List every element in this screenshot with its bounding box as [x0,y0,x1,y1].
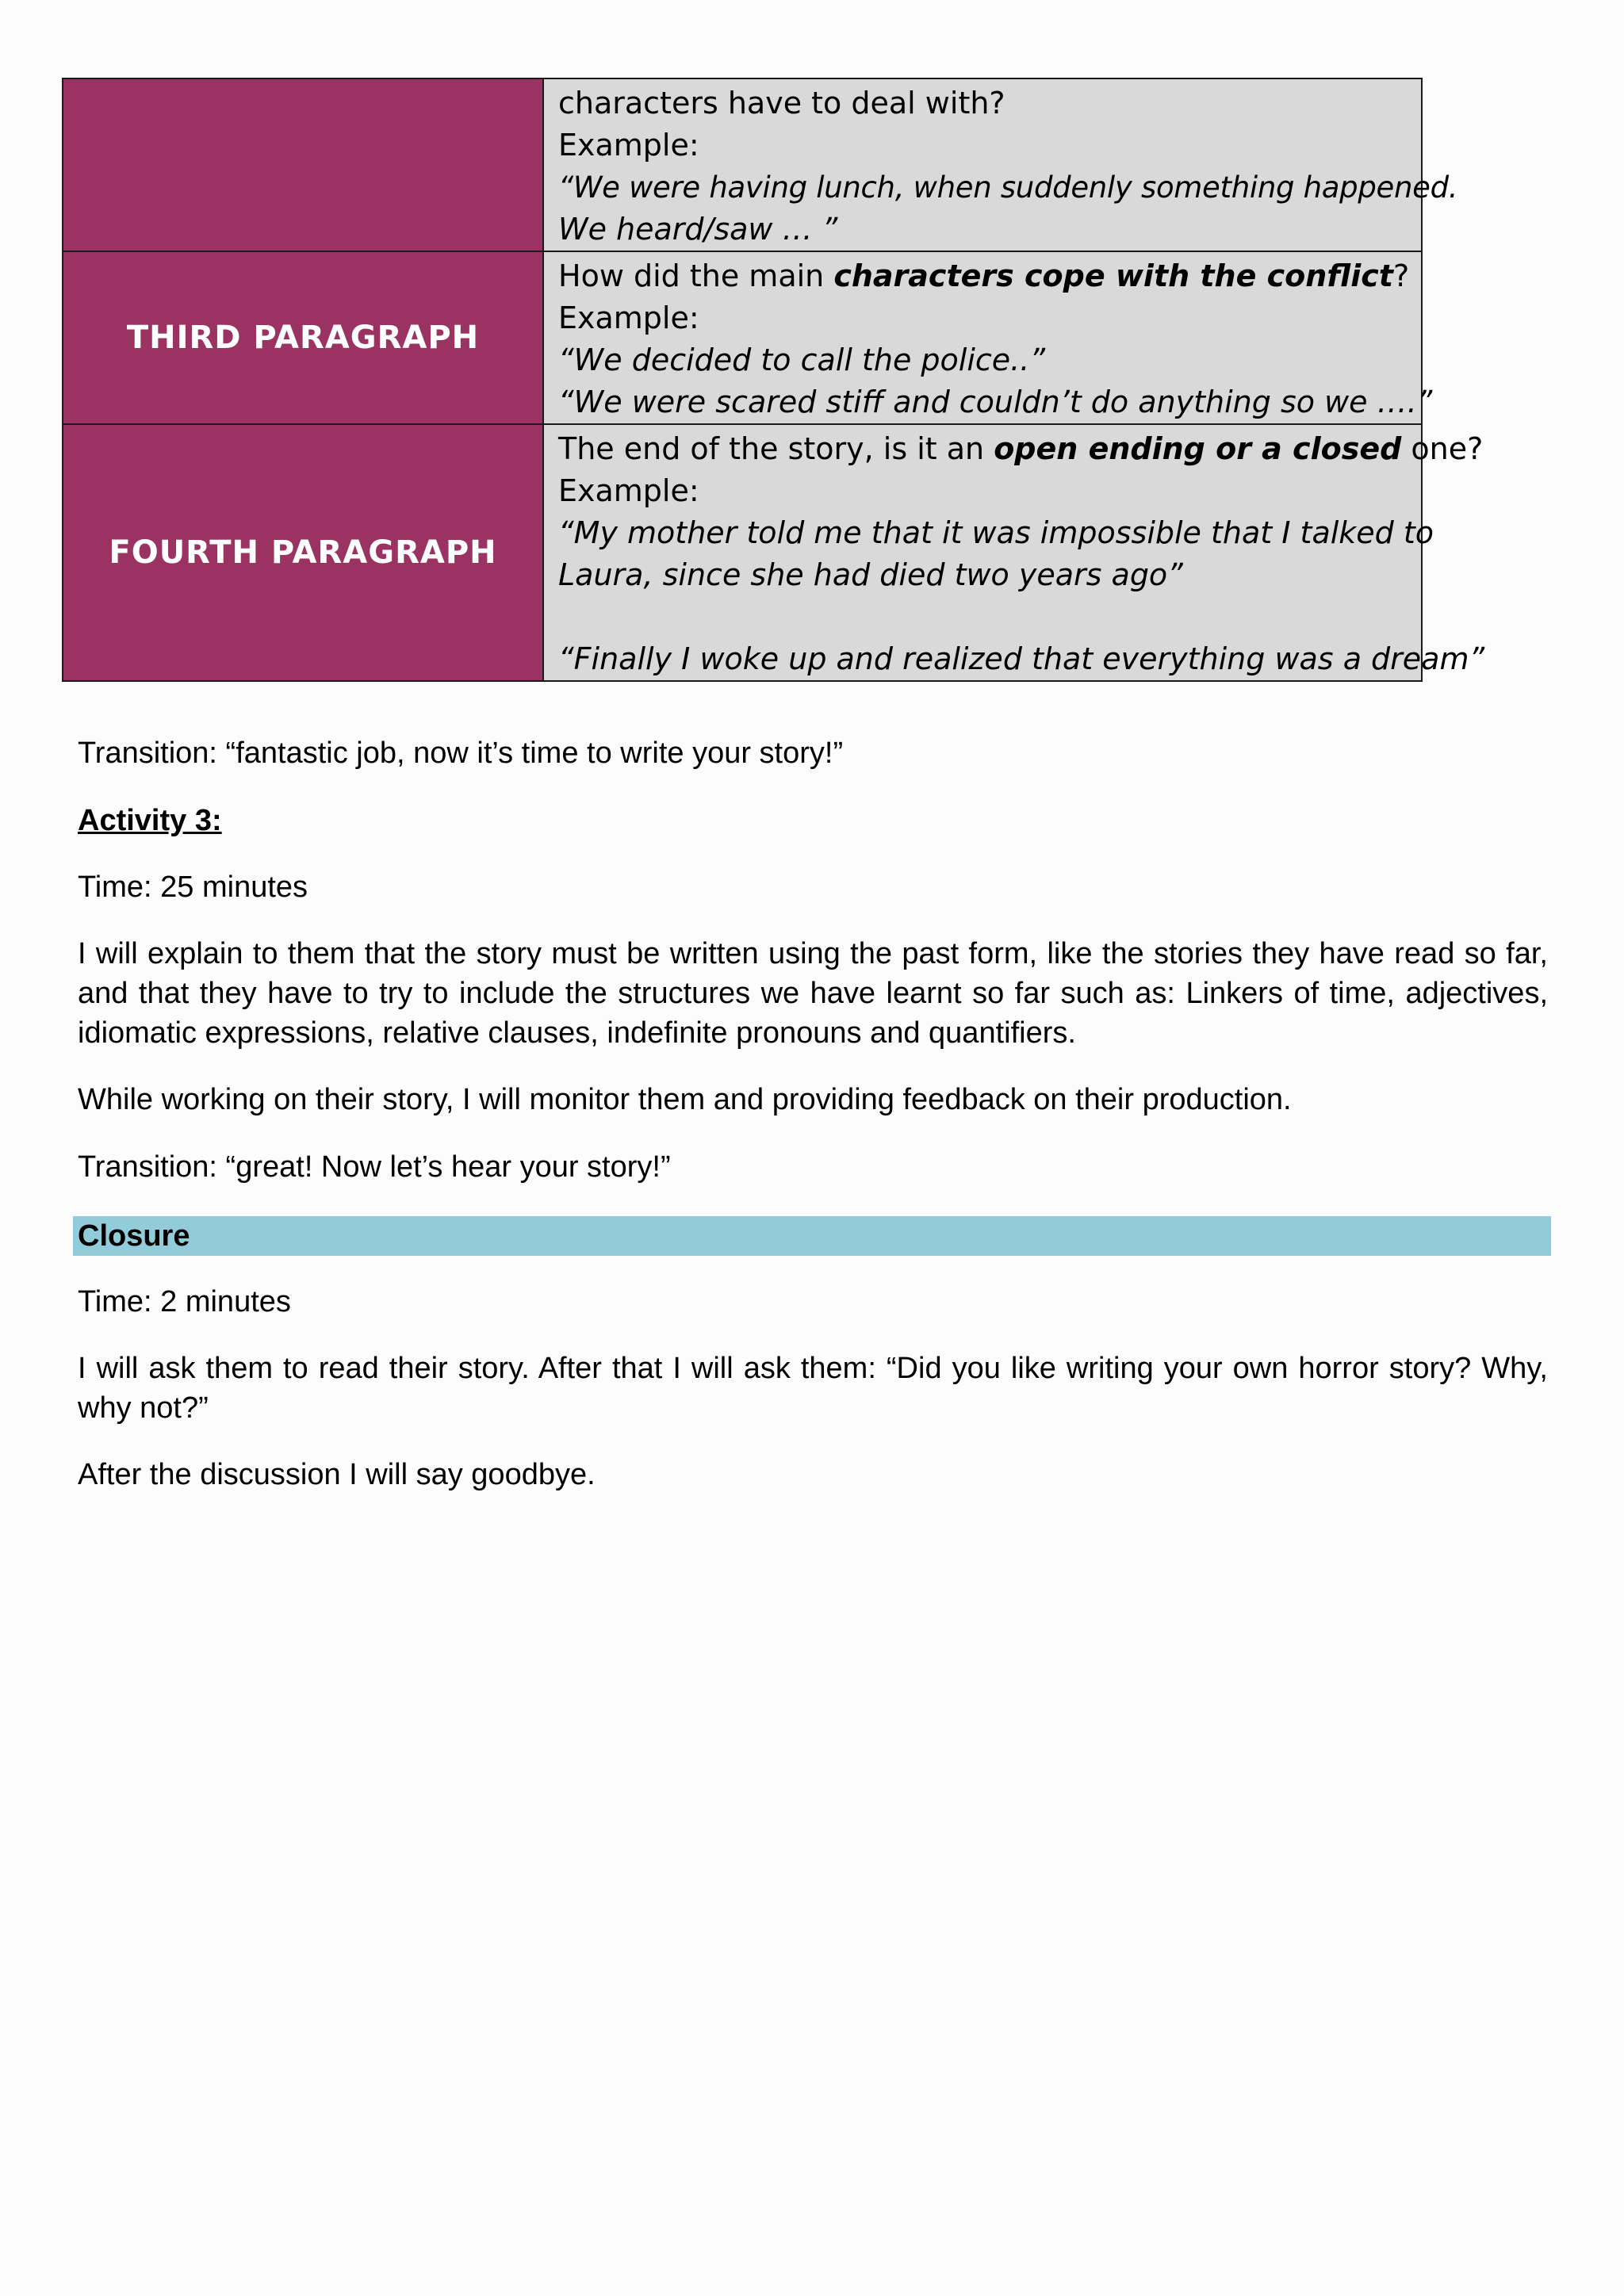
table-row [63,78,1422,251]
closure-description: I will ask them to read their story. After that I will ask them: “Did you like writing your own horror story? Why, why not?” [78,1352,1548,1425]
monitor-text: While working on their story, I will monitor them and providing feedback on their production. [78,1083,1292,1116]
row-content [543,78,1458,251]
transition-text: Transition: “fantastic job, now it’s time to write your story!” [78,737,844,770]
content-line: How did the main characters cope with the conflict? [558,258,1410,293]
spacer [558,596,1410,638]
closure-heading: Closure [78,1219,190,1253]
activity-heading: Activity 3: [78,804,222,837]
closure-time: Time: 2 minutes [78,1285,291,1318]
example-quote: “We were scared stiff and couldn’t do anything so we ….” [558,385,1433,419]
example-quote: “We were having lunch, when suddenly something happened. [558,170,1458,205]
example-label: Example: [558,473,699,508]
table-row [63,251,1422,424]
row-label-third-paragraph: THIRD PARAGRAPH [63,251,543,424]
paragraph-structure-table [62,78,1485,682]
activity-time: Time: 25 minutes [78,871,308,904]
row-label-fourth-paragraph: FOURTH PARAGRAPH [63,424,543,681]
activity-description: I will explain to them that the story must be written using the past form, like the stories they have read so far, and that they have to try to include the structures we have learnt so far such as: Linkers of time, adjectives, idiomatic expressions, relative clauses, indefinite pronouns and quantifiers. [78,937,1548,1050]
example-quote: “Finally I woke up and realized that everything was a dream” [558,641,1485,676]
row-content [543,424,1485,681]
goodbye-text: After the discussion I will say goodbye. [78,1458,596,1491]
content-line: characters have to deal with? [558,86,1005,121]
example-quote: We heard/saw … ” [558,212,838,247]
table-row [63,424,1422,681]
example-quote: “We decided to call the police..” [558,342,1046,377]
example-quote: Laura, since she had died two years ago” [558,557,1183,592]
emphasis-text: open ending or a closed [994,431,1402,466]
row-content [543,251,1433,424]
closure-section-bar [73,1216,1551,1256]
example-label: Example: [558,128,699,163]
example-quote: “My mother told me that it was impossible that I talked to [558,515,1434,550]
row-label [63,78,543,251]
emphasis-text: characters cope with the conflict [833,258,1393,293]
content-line: The end of the story, is it an open ending or a closed one? [558,431,1484,466]
example-label: Example: [558,300,699,335]
transition-text: Transition: “great! Now let’s hear your story!” [78,1150,671,1184]
